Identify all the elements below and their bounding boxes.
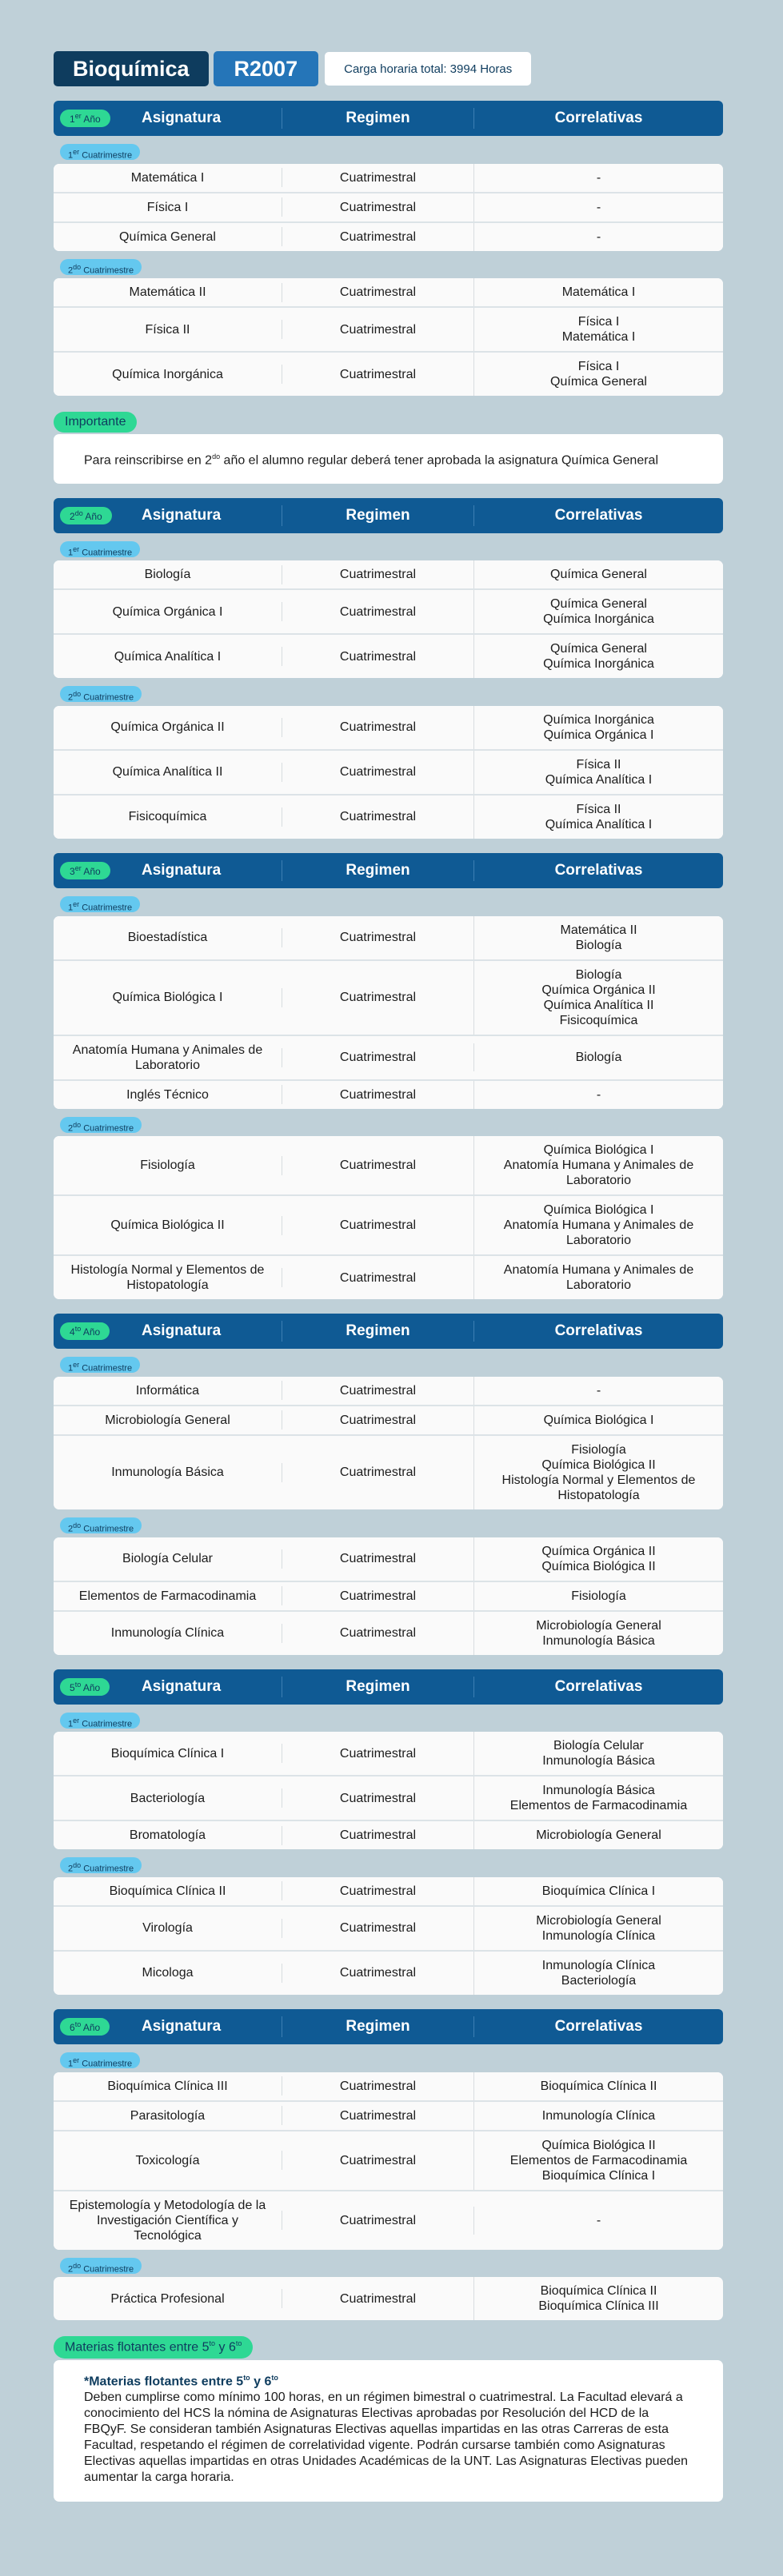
prereq-column-header: Correlativas [473,1677,723,1697]
table-row [54,1950,723,1995]
table-row [54,1877,723,1905]
prereq-cell [473,164,723,192]
regime-cell: Cuatrimestral [282,2076,473,2095]
subject-cell: Bioquímica Clínica II [109,1884,226,1898]
prereq-cell [473,590,723,633]
subject-column-header [54,1669,282,1705]
prereq-item: Inmunología Clínica [541,1958,656,1972]
floating-subjects-text: Deben cumplirse como mínimo 100 horas, en un régimen bimestral o cuatrimestral. La Facultad elevará a conocimiento del HCS la nómina de Asignaturas Electivas aprobadas por Resolución del HCD de la FBQyF. Se consideran también Asignaturas Electivas aquellas impartidas en las otras Carreras de esta Facultad, respetando el régimen de correlatividad vigente. Podrán cursarse también como Asignaturas Electivas aquellas impartidas en otras Unidades Académicas de la UNT. Las Asignaturas Electivas pueden aumentar la carga horaria. [84,2390,689,2484]
year-badge: $6^{to}$ Año [60,2018,110,2036]
subject-cell: Química Biológica I [112,991,223,1005]
semester-table [54,1537,723,1655]
subject-cell: Inmunología Básica [111,1465,224,1480]
table-row [54,278,723,306]
subject-column-header [54,1314,282,1349]
regime-cell: Cuatrimestral [282,1381,473,1400]
regime-cell: Cuatrimestral [282,1826,473,1845]
regime-cell: Cuatrimestral [282,1048,473,1067]
important-badge: Importante [54,412,137,433]
year-header [54,2009,723,2044]
regime-cell: Cuatrimestral [282,928,473,947]
prereq-cell [473,1081,723,1109]
prereq-cell [473,961,723,1035]
prereq-item: Elementos de Farmacodinamia [509,2153,688,2167]
prereq-item: Química Orgánica I [543,728,654,742]
prereq-cell [473,2131,723,2190]
prereq-item: Química Biológica I [543,1413,654,1427]
regime-column-header: Regimen [282,505,473,526]
regime-cell: Cuatrimestral [282,168,473,187]
semester-badge: $2^{do}$ Cuatrimestre [60,1857,142,1873]
prereq-cell [473,1436,723,1509]
subject-cell: Matemática II [129,285,206,300]
subject-column-label: Asignatura [142,861,222,879]
prereq-item: Química Biológica II [541,2138,656,2152]
subject-cell: Bioestadística [127,931,208,945]
subject-cell: Química Analítica I [114,649,222,664]
important-note: Para reinscribirse en $2^{do}$ año el alumno regular deberá tener aprobada la asignatura Química General [54,434,723,483]
subject-cell: Matemática I [130,170,205,185]
prereq-item: - [596,1383,601,1398]
regime-cell: Cuatrimestral [282,1549,473,1569]
semester-badge: $2^{do}$ Cuatrimestre [60,1517,142,1533]
semester-table [54,916,723,1109]
table-row [54,794,723,839]
table-row [54,916,723,959]
semester-table [54,164,723,251]
subject-column-label: Asignatura [142,1322,222,1340]
prereq-cell [473,278,723,306]
regime-cell: Cuatrimestral [282,227,473,246]
prereq-cell [473,193,723,221]
prereq-column-header: Correlativas [473,860,723,881]
semester-badge: 1er Cuatrimestre [60,1713,140,1729]
year-badge: 1er Año [60,110,110,127]
year-badge: 3er Año [60,862,110,879]
subject-cell: Virología [142,1921,193,1936]
prereq-item: Química Inorgánica [543,657,654,672]
subject-cell: Biología [144,568,191,582]
prereq-cell [473,1136,723,1194]
table-row [54,560,723,588]
career-title: Bioquímica [54,51,209,86]
subject-column-header [54,2009,282,2044]
regime-cell: Cuatrimestral [282,1881,473,1900]
prereq-item: Bioquímica Clínica III [538,2299,659,2314]
year-badge: $4^{to}$ Año [60,1322,110,1340]
prereq-item: Física II [576,757,621,772]
prereq-cell [473,635,723,678]
semester-table [54,2277,723,2320]
table-row [54,1194,723,1254]
table-row [54,1434,723,1509]
prereq-cell [473,1877,723,1905]
table-row [54,1136,723,1194]
subject-cell: Histología Normal y Elementos de Histopatología [70,1263,265,1293]
table-row [54,2130,723,2190]
semester-table [54,560,723,678]
prereq-item: Física I [577,360,620,374]
subject-cell: Bioquímica Clínica III [107,2079,228,2093]
semester-badge: $2^{do}$ Cuatrimestre [60,1117,142,1133]
regime-cell: Cuatrimestral [282,1919,473,1938]
regime-cell: Cuatrimestral [282,1216,473,1235]
regime-cell: Cuatrimestral [282,1156,473,1175]
prereq-item: Inmunología Básica [542,1754,655,1769]
table-row [54,1581,723,1610]
prereq-item: Química Analítica I [545,772,653,787]
regime-cell: Cuatrimestral [282,807,473,827]
prereq-item: Bacteriología [561,1973,637,1988]
subject-column-label: Asignatura [142,1677,222,1695]
prereq-cell [473,1952,723,1995]
prereq-item: Fisiología [571,1589,626,1603]
prereq-cell [473,751,723,794]
prereq-item: Anatomía Humana y Animales de Laboratorio [503,1158,694,1188]
prereq-item: - [596,170,601,185]
table-row [54,633,723,678]
prereq-cell [473,2072,723,2100]
prereq-item: Biología [575,1051,622,1065]
semester-table [54,1377,723,1509]
subject-column-label: Asignatura [142,110,222,126]
subject-column-header [54,101,282,136]
subject-cell: Práctica Profesional [110,2291,225,2306]
semester-table [54,2072,723,2250]
regime-cell: Cuatrimestral [282,2106,473,2125]
regime-cell: Cuatrimestral [282,2289,473,2308]
semester-badge: $2^{do}$ Cuatrimestre [60,259,142,275]
regime-cell: Cuatrimestral [282,1744,473,1763]
regime-cell: Cuatrimestral [282,1964,473,1983]
subject-cell: Química Orgánica II [110,720,225,735]
prereq-column-header: Correlativas [473,108,723,129]
semester-badge: 1er Cuatrimestre [60,896,140,912]
regime-cell: Cuatrimestral [282,565,473,584]
prereq-item: Química General [550,375,647,389]
year-header [54,1314,723,1349]
floating-subjects-badge: Materias flotantes entre $5^{to}$ y $6^{to}$ [54,2336,253,2358]
regime-cell: Cuatrimestral [282,283,473,302]
prereq-item: Bioquímica Clínica II [540,2079,657,2093]
prereq-item: Inmunología Clínica [541,1928,656,1943]
prereq-item: Inmunología Clínica [541,2108,656,2123]
prereq-item: Matemática I [561,330,636,345]
prereq-item: Anatomía Humana y Animales de Laboratorio [503,1218,694,1248]
prereq-cell [473,1256,723,1299]
table-row [54,164,723,192]
semester-badge: $2^{do}$ Cuatrimestre [60,686,142,702]
table-row [54,1820,723,1849]
table-row [54,706,723,749]
prereq-item: Química General [550,568,647,582]
subject-cell: Micologa [142,1966,194,1980]
table-row [54,306,723,351]
semester-table [54,1877,723,1995]
prereq-item: Matemática II [560,923,637,937]
prereq-item: Bioquímica Clínica I [541,2168,656,2183]
semester-table [54,1136,723,1299]
prereq-item: Química Analítica I [545,817,653,831]
prereq-item: Química Biológica I [543,1143,654,1158]
table-row [54,1405,723,1434]
subject-cell: Toxicología [135,2153,200,2167]
semester-badge: 1er Cuatrimestre [60,144,140,160]
prereq-item: Biología [575,938,622,952]
subject-column-label: Asignatura [142,2017,222,2035]
subject-cell: Química General [119,229,216,244]
subject-cell: Elementos de Farmacodinamia [78,1589,257,1603]
subject-cell: Inglés Técnico [126,1087,209,1102]
floating-subjects-title: *Materias flotantes entre $5^{to}$ y $6^{to}$ [84,2373,278,2388]
table-row [54,1537,723,1581]
prereq-cell [473,2102,723,2130]
subject-cell: Química Orgánica I [112,604,223,619]
regime-cell: Cuatrimestral [282,718,473,737]
subject-cell: Fisicoquímica [128,810,207,824]
year-header [54,101,723,136]
prereq-item: Química Biológica II [541,1457,656,1472]
regime-cell: Cuatrimestral [282,647,473,666]
prereq-item: Química Orgánica II [541,983,656,997]
prereq-cell [473,308,723,351]
semester-badge: 1er Cuatrimestre [60,541,140,557]
subject-cell: Anatomía Humana y Animales de Laboratorio [72,1043,263,1072]
subject-column-header [54,853,282,888]
regime-cell: Cuatrimestral [282,320,473,339]
subject-column-header [54,498,282,533]
subject-cell: Química Biológica II [110,1218,225,1233]
table-row [54,2190,723,2250]
regime-cell: Cuatrimestral [282,1463,473,1482]
prereq-cell [473,2207,723,2235]
prereq-item: - [596,200,601,214]
table-row [54,1079,723,1109]
subject-cell: Parasitología [130,2108,206,2123]
semester-table [54,706,723,839]
semester-badge: 1er Cuatrimestre [60,2052,140,2068]
table-row [54,2277,723,2320]
prereq-item: Fisiología [571,1442,626,1457]
prereq-cell [473,706,723,749]
prereq-cell [473,1821,723,1849]
prereq-item: Microbiología General [536,1828,661,1843]
prereq-item: Física II [576,802,621,816]
prereq-item: - [596,1087,601,1102]
regime-cell: Cuatrimestral [282,197,473,217]
regime-column-header: Regimen [282,1321,473,1342]
year-header [54,498,723,533]
table-row [54,2100,723,2130]
table-row [54,1377,723,1405]
prereq-item: Fisicoquímica [559,1013,638,1027]
semester-badge: $2^{do}$ Cuatrimestre [60,2258,142,2274]
subject-column-label: Asignatura [142,506,222,524]
table-row [54,351,723,396]
prereq-cell [473,1582,723,1610]
regime-cell: Cuatrimestral [282,763,473,782]
table-row [54,2072,723,2100]
regime-cell: Cuatrimestral [282,1410,473,1430]
regime-cell: Cuatrimestral [282,1085,473,1104]
table-row [54,749,723,794]
subject-cell: Biología Celular [122,1552,213,1566]
prereq-cell [473,1776,723,1820]
prereq-column-header: Correlativas [473,505,723,526]
subject-cell: Inmunología Clínica [110,1626,225,1641]
prereq-item: Bioquímica Clínica I [541,1884,656,1898]
prereq-item: Inmunología Básica [542,1784,655,1798]
prereq-cell [473,1377,723,1405]
table-row [54,1610,723,1655]
regime-column-header: Regimen [282,2016,473,2037]
prereq-cell [473,796,723,839]
prereq-cell [473,560,723,588]
total-hours: Carga horaria total: 3994 Horas [325,52,531,86]
prereq-item: Química General [550,642,647,656]
subject-cell: Informática [135,1383,200,1398]
prereq-item: Bioquímica Clínica II [540,2284,657,2299]
subject-cell: Bacteriología [130,1791,206,1805]
prereq-item: Histología Normal y Elementos de Histopatología [501,1473,696,1502]
table-row [54,959,723,1035]
regime-cell: Cuatrimestral [282,1268,473,1287]
prereq-item: Física I [577,315,620,329]
prereq-cell [473,223,723,251]
regime-column-header: Regimen [282,108,473,129]
prereq-item: Química General [550,597,647,612]
year-header [54,1669,723,1705]
regime-cell: Cuatrimestral [282,602,473,621]
years-container [54,101,723,2502]
prereq-column-header: Correlativas [473,1321,723,1342]
prereq-item: Química Biológica II [541,1559,656,1573]
semester-badge: 1er Cuatrimestre [60,1357,140,1373]
plan-code: R2007 [214,51,319,86]
prereq-cell [473,1537,723,1581]
prereq-cell [473,1406,723,1434]
prereq-item: Química Biológica I [543,1203,654,1218]
semester-table [54,278,723,396]
regime-cell: Cuatrimestral [282,2151,473,2170]
regime-cell: Cuatrimestral [282,1586,473,1605]
subject-cell: Química Analítica II [112,765,223,780]
year-badge: $2^{do}$ Año [60,507,112,524]
semester-table [54,1732,723,1849]
prereq-cell [473,1196,723,1254]
prereq-cell [473,353,723,396]
prereq-cell [473,916,723,959]
table-row [54,1905,723,1950]
subject-cell: Física I [146,200,189,214]
prereq-item: Microbiología General [536,1913,661,1928]
table-row [54,1254,723,1299]
regime-cell: Cuatrimestral [282,1624,473,1643]
regime-cell: Cuatrimestral [282,365,473,384]
table-row [54,1035,723,1079]
prereq-item: Química Inorgánica [543,712,654,727]
subject-cell: Fisiología [140,1158,195,1173]
table-row [54,192,723,221]
prereq-item: Biología Celular [553,1739,644,1753]
subject-cell: Bioquímica Clínica I [110,1746,225,1761]
prereq-cell [473,1732,723,1775]
prereq-cell [473,2277,723,2320]
regime-column-header: Regimen [282,1677,473,1697]
regime-column-header: Regimen [282,860,473,881]
prereq-item: Anatomía Humana y Animales de Laboratorio [503,1263,694,1293]
prereq-item: - [596,229,601,244]
prereq-item: Elementos de Farmacodinamia [509,1799,688,1813]
subject-cell: Epistemología y Metodología de la Investigación Científica y Tecnológica [69,2198,266,2243]
prereq-item: Química Analítica II [543,998,654,1012]
prereq-item: Química Orgánica II [541,1544,656,1558]
table-row [54,1775,723,1820]
header-bar [54,51,723,86]
table-row [54,588,723,633]
subject-cell: Física II [145,322,190,337]
subject-cell: Química Inorgánica [112,367,223,381]
regime-cell: Cuatrimestral [282,988,473,1007]
year-badge: $5^{to}$ Año [60,1678,110,1696]
prereq-cell [473,1612,723,1655]
table-row [54,1732,723,1775]
subject-cell: Microbiología General [105,1413,230,1427]
regime-cell: Cuatrimestral [282,2211,473,2230]
floating-subjects-note [54,2360,723,2502]
prereq-item: Química Inorgánica [543,612,654,627]
regime-cell: Cuatrimestral [282,1788,473,1808]
prereq-item: Biología [575,967,622,982]
prereq-cell [473,1043,723,1071]
subject-cell: Bromatología [129,1828,206,1843]
year-header [54,853,723,888]
prereq-item: Matemática I [561,285,636,300]
prereq-item: - [596,2213,601,2227]
prereq-item: Microbiología General [536,1618,661,1633]
prereq-cell [473,1907,723,1950]
prereq-item: Inmunología Básica [542,1633,655,1648]
prereq-column-header: Correlativas [473,2016,723,2037]
table-row [54,221,723,251]
